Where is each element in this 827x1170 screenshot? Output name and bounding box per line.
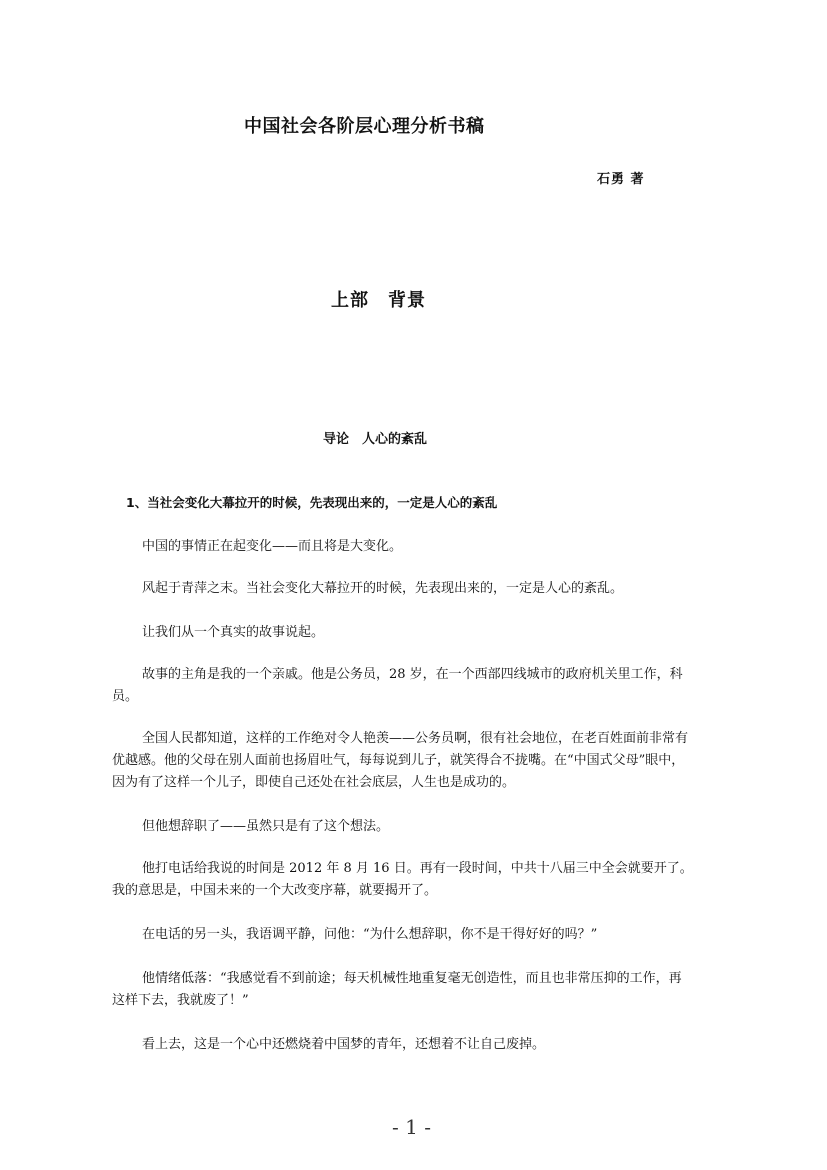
body-paragraph: 让我们从一个真实的故事说起。 <box>142 625 325 640</box>
part-heading: 上部 背景 <box>331 290 426 311</box>
page-number: - 1 - <box>392 1115 431 1139</box>
body-paragraph: 全国人民都知道，这样的工作绝对令人艳羡——公务员啊，很有社会地位，在老百姓面前非常有优越感。他的父母在别人面前也扬眉吐气，每每说到儿子，就笑得合不拢嘴。在“中国式父母”眼中，因为有了这样一个儿子，即使自己还处在社会底层，人生也是成功的。 <box>112 731 689 790</box>
body-paragraph: 在电话的另一头，我语调平静，问他：“为什么想辞职，你不是干得好好的吗？” <box>142 927 598 942</box>
body-paragraph: 他情绪低落：“我感觉看不到前途；每天机械性地重复毫无创造性，而且也非常压抑的工作，再这样下去，我就废了！” <box>112 971 682 1008</box>
author-line: 石勇 著 <box>597 172 645 187</box>
body-paragraph: 风起于青萍之末。当社会变化大幕拉开的时候，先表现出来的，一定是人心的紊乱。 <box>142 581 624 596</box>
body-paragraph: 但他想辞职了——虽然只是有了这个想法。 <box>142 819 390 834</box>
document-title: 中国社会各阶层心理分析书稿 <box>244 116 485 137</box>
body-paragraph: 故事的主角是我的一个亲戚。他是公务员，28 岁，在一个西部四线城市的政府机关里工作，科员。 <box>112 667 683 704</box>
body-paragraph: 看上去，这是一个心中还燃烧着中国梦的青年，还想着不让自己废掉。 <box>142 1037 546 1052</box>
body-paragraph: 他打电话给我说的时间是 2012 年 8 月 16 日。再有一段时间，中共十八届三中全会就要开了。我的意思是，中国未来的一个大改变序幕，就要揭开了。 <box>112 861 693 898</box>
chapter-heading: 导论 人心的紊乱 <box>323 432 428 447</box>
section-heading: 1、当社会变化大幕拉开的时候，先表现出来的，一定是人心的紊乱 <box>126 495 498 510</box>
body-paragraph: 中国的事情正在起变化——而且将是大变化。 <box>142 539 403 554</box>
